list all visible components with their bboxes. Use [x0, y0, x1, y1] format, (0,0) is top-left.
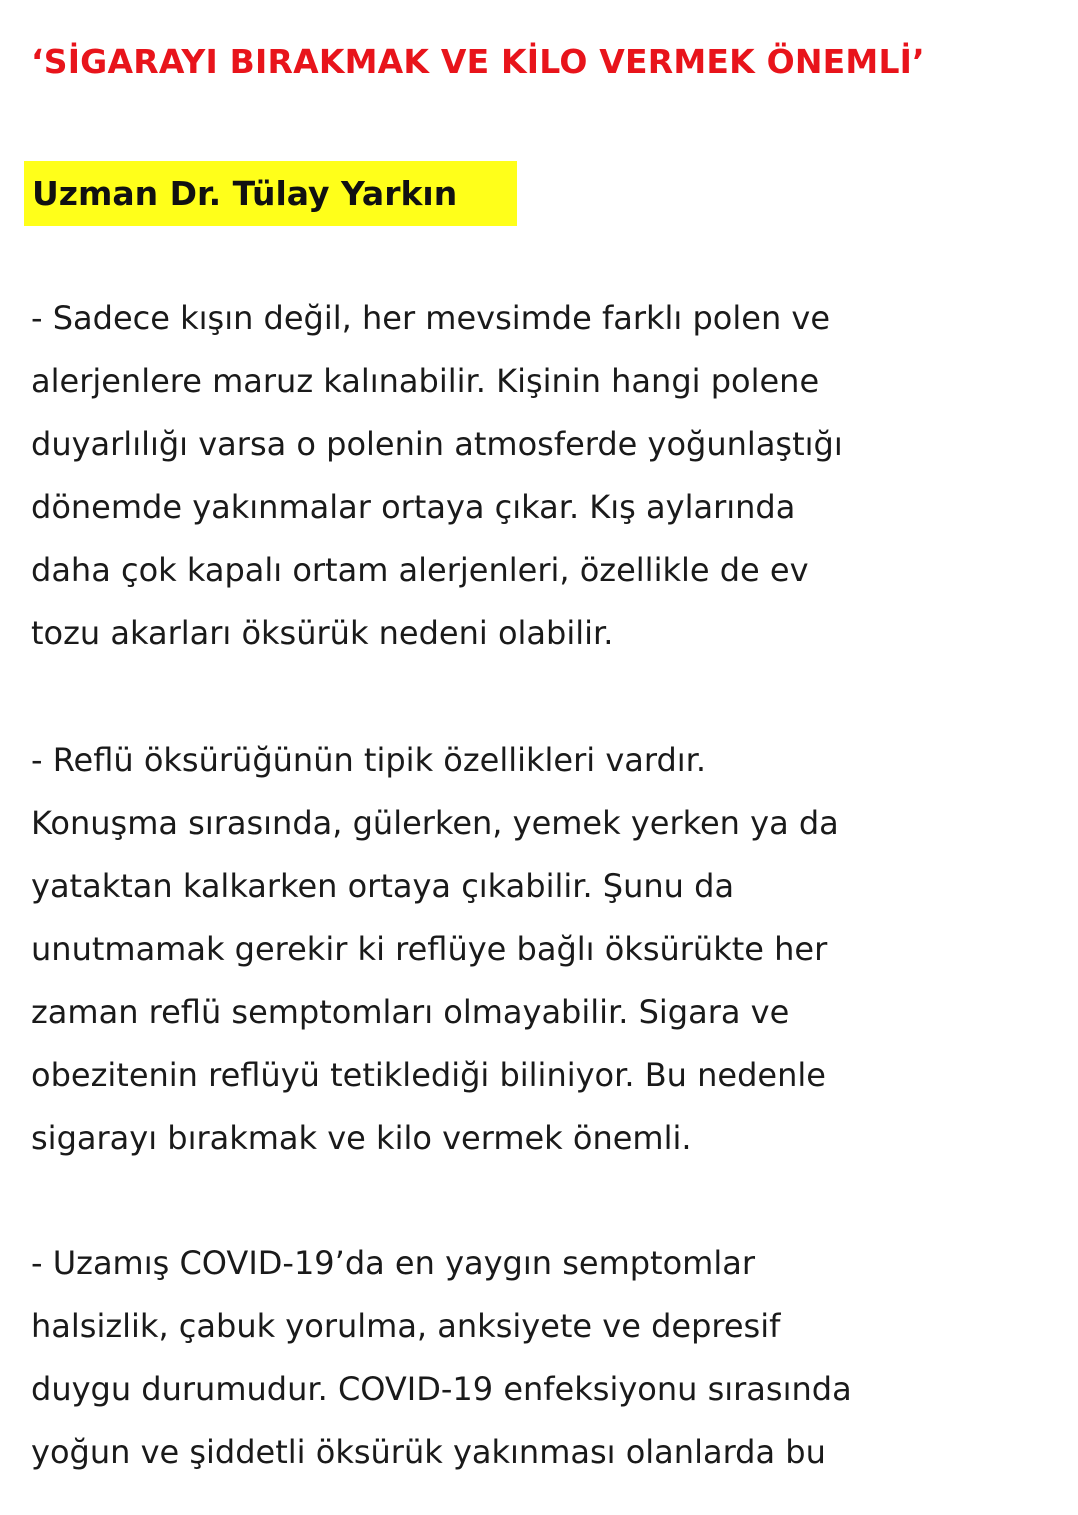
- paragraph-long-covid: [31, 1232, 1061, 1484]
- paragraph-line: - Uzamış COVID-19’da en yaygın semptomlar: [31, 1244, 755, 1282]
- author-highlight: [24, 161, 517, 226]
- paragraph-line: yoğun ve şiddetli öksürük yakınması olanlarda bu: [31, 1433, 826, 1471]
- paragraph-line: alerjenlere maruz kalınabilir. Kişinin hangi polene: [31, 362, 820, 400]
- paragraph-line: yataktan kalkarken ortaya çıkabilir. Şunu da: [31, 867, 735, 905]
- paragraph-line: daha çok kapalı ortam alerjenleri, özellikle de ev: [31, 551, 809, 589]
- paragraph-line: duyarlılığı varsa o polenin atmosferde yoğunlaştığı: [31, 425, 843, 463]
- paragraph-line: sigarayı bırakmak ve kilo vermek önemli.: [31, 1119, 692, 1157]
- paragraph-line: duygu durumudur. COVID-19 enfeksiyonu sırasında: [31, 1370, 852, 1408]
- author-name: Uzman Dr. Tülay Yarkın: [32, 174, 458, 213]
- paragraph-line: unutmamak gerekir ki reflüye bağlı öksürükte her: [31, 930, 828, 968]
- paragraph-line: - Reflü öksürüğünün tipik özellikleri vardır.: [31, 741, 707, 779]
- paragraph-line: obezitenin reflüyü tetiklediği biliniyor. Bu nedenle: [31, 1056, 826, 1094]
- paragraph-line: dönemde yakınmalar ortaya çıkar. Kış aylarında: [31, 488, 796, 526]
- paragraph-line: - Sadece kışın değil, her mevsimde farklı polen ve: [31, 299, 831, 337]
- paragraph-line: tozu akarları öksürük nedeni olabilir.: [31, 614, 614, 652]
- paragraph-allergens: [31, 287, 1061, 665]
- paragraph-line: zaman reflü semptomları olmayabilir. Sigara ve: [31, 993, 790, 1031]
- paragraph-line: halsizlik, çabuk yorulma, anksiyete ve depresif: [31, 1307, 781, 1345]
- article-headline: ‘SİGARAYI BIRAKMAK VE KİLO VERMEK ÖNEMLİ’: [31, 42, 925, 81]
- paragraph-reflux: [31, 729, 1061, 1170]
- paragraph-line: Konuşma sırasında, gülerken, yemek yerken ya da: [31, 804, 839, 842]
